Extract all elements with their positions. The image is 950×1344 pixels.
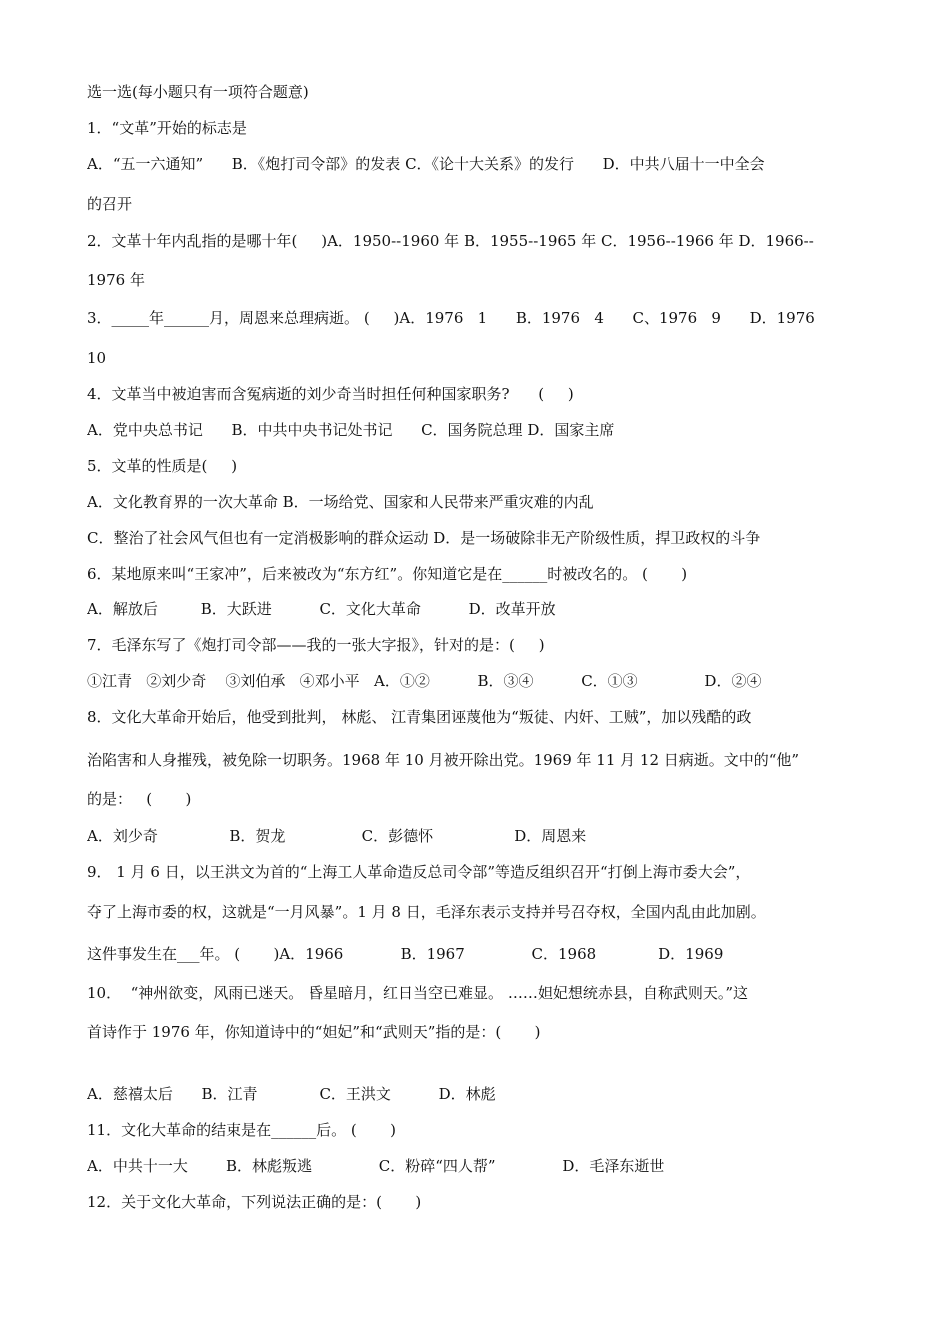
question-6-options: A．解放后 B．大跃进 C．文化大革命 D．改革开放 — [87, 600, 556, 618]
question-4-options: A．党中央总书记 B．中共中央书记处书记 C．国务院总理 D．国家主席 — [87, 421, 615, 439]
question-3: 3．_____年______月，周恩来总理病逝。 ( )A．1976 1 B．1976 4 C、1976 9 D．1976 — [87, 309, 815, 327]
question-3-cont: 10 — [87, 349, 107, 367]
question-2: 2．文革十年内乱指的是哪十年( )A．1950--1960 年 B．1955--1965 年 C．1956--1966 年 D．1966-- — [87, 232, 814, 250]
question-10-options: A．慈禧太后 B．江青 C．王洪文 D．林彪 — [87, 1085, 496, 1103]
question-8-options: A．刘少奇 B．贺龙 C．彭德怀 D．周恩来 — [87, 827, 587, 845]
question-5: 5．文革的性质是( ) — [87, 457, 238, 475]
question-9-cont-2: 这件事发生在___年。 ( )A．1966 B．1967 C．1968 D．1969 — [87, 945, 724, 963]
question-8-cont-1: 治陷害和人身摧残，被免除一切职务。1968 年 10 月被开除出党。1969 年 11 月 12 日病逝。文中的“他” — [87, 751, 800, 769]
question-11: 11．文化大革命的结束是在______后。 ( ) — [87, 1121, 396, 1139]
question-7-options: ①江青 ②刘少奇 ③刘伯承 ④邓小平 A．①② B．③④ C．①③ D．②④ — [87, 672, 762, 690]
question-1-options: A．“五一六通知” B．《炮打司令部》的发表 C．《论十大关系》的发行 D．中共八届十一中全会 — [87, 155, 765, 173]
question-7: 7．毛泽东写了《炮打司令部——我的一张大字报》，针对的是：( ) — [87, 636, 545, 654]
question-10: 10． “神州欲变，风雨已迷天。 昏星暗月，红日当空已难显。 ……妲妃想统赤县，自称武则天。”这 — [87, 984, 749, 1002]
question-9: 9． 1 月 6 日，以王洪文为首的“上海工人革命造反总司令部”等造反组织召开“打倒上海市委大会”， — [87, 863, 751, 881]
question-10-cont: 首诗作于 1976 年，你知道诗中的“妲妃”和“武则天”指的是：( ) — [87, 1023, 541, 1041]
question-1-options-cont: 的召开 — [87, 195, 133, 213]
question-5-options-ab: A．文化教育界的一次大革命 B．一场给党、国家和人民带来严重灾难的内乱 — [87, 493, 594, 511]
question-8: 8．文化大革命开始后，他受到批判， 林彪、 江青集团诬蔑他为“叛徒、内奸、工贼”，加以残酷的政 — [87, 708, 752, 726]
question-1: 1．“文革”开始的标志是 — [87, 119, 247, 137]
question-6: 6．某地原来叫“王家冲”，后来被改为“东方红”。你知道它是在______时被改名的。 ( ) — [87, 565, 688, 583]
question-12: 12．关于文化大革命，下列说法正确的是：( ) — [87, 1193, 422, 1211]
section-heading: 选一选(每小题只有一项符合题意) — [87, 83, 309, 101]
question-4: 4．文革当中被迫害而含冤病逝的刘少奇当时担任何种国家职务? ( ) — [87, 385, 574, 403]
question-9-cont-1: 夺了上海市委的权，这就是“一月风暴”。1 月 8 日，毛泽东表示支持并号召夺权，全国内乱由此加剧。 — [87, 903, 766, 921]
question-11-options: A．中共十一大 B．林彪叛逃 C．粉碎“四人帮” D．毛泽东逝世 — [87, 1157, 665, 1175]
question-2-cont: 1976 年 — [87, 271, 145, 289]
question-5-options-cd: C．整治了社会风气但也有一定消极影响的群众运动 D．是一场破除非无产阶级性质，捍卫政权的斗争 — [87, 529, 761, 547]
question-8-cont-2: 的是： ( ) — [87, 790, 192, 808]
